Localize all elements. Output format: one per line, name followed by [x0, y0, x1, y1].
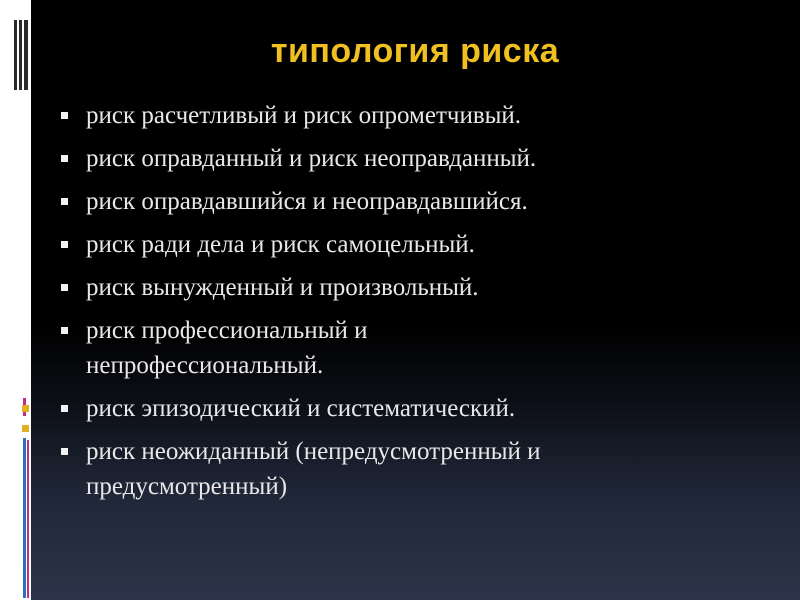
- square-bullet-icon: [61, 448, 68, 455]
- list-item: [60, 184, 760, 219]
- list-item-text: риск ради дела и риск самоцельный.: [86, 231, 475, 258]
- list-item-text: риск неожиданный (непредусмотренный и предусмотренный): [86, 438, 541, 500]
- slide-title: типология риска: [270, 32, 560, 70]
- square-bullet-icon: [61, 241, 68, 248]
- square-bullet-icon: [61, 405, 68, 412]
- list-item-text: риск оправдавшийся и неоправдавшийся.: [86, 188, 528, 215]
- list-item: [60, 434, 726, 504]
- square-bullet-icon: [61, 155, 68, 162]
- accent-square-yellow: [22, 405, 29, 412]
- square-bullet-icon: [61, 198, 68, 205]
- list-item: [60, 98, 760, 133]
- list-item-text: риск оправданный и риск неоправданный.: [86, 145, 537, 172]
- square-bullet-icon: [61, 112, 68, 119]
- accent-line-blue: [23, 438, 26, 598]
- list-item-text: риск вынужденный и произвольный.: [86, 274, 479, 301]
- list-item: [60, 227, 760, 262]
- list-item: [60, 313, 506, 383]
- square-bullet-icon: [61, 284, 68, 291]
- list-item-text: риск эпизодический и систематический.: [86, 395, 516, 422]
- risk-typology-list: [60, 98, 760, 512]
- accent-square-yellow: [22, 425, 29, 432]
- accent-line-magenta: [27, 440, 29, 598]
- list-item-text: риск расчетливый и риск опрометчивый.: [86, 102, 522, 129]
- square-bullet-icon: [61, 327, 68, 334]
- stripe: [19, 20, 22, 90]
- list-item: [60, 391, 760, 426]
- stripe: [24, 20, 28, 90]
- list-item-text: риск профессиональный и непрофессиональный.: [86, 317, 368, 379]
- list-item: [60, 141, 760, 176]
- list-item: [60, 270, 760, 305]
- stripe: [14, 20, 17, 90]
- decorative-stripes: [14, 20, 30, 90]
